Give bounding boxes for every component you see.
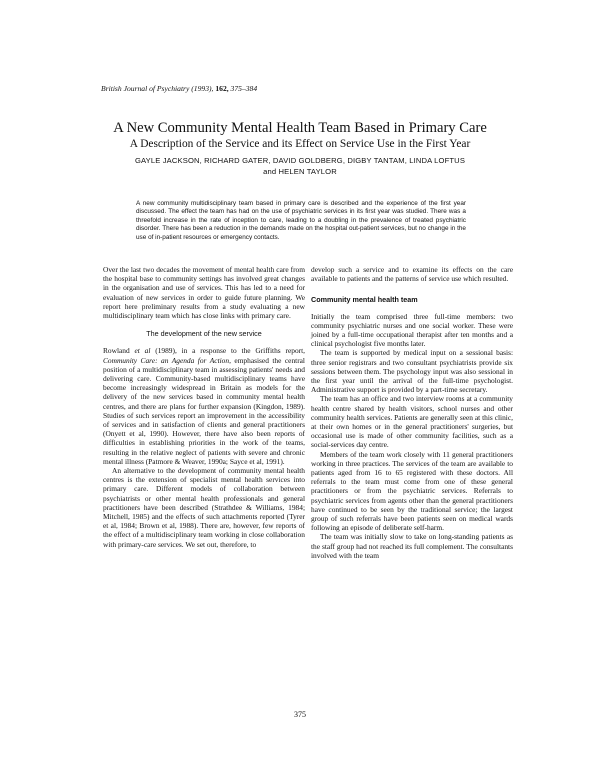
journal-name: British Journal of Psychiatry	[101, 84, 190, 93]
development-paragraph-2: An alternative to the development of community mental health centres is the extension of specialist mental health services into primary care. Different models of collaboration between psychiatrists or other mental health professionals and general practitioners have been described (Strathdee & Williams, 1984; Mitchell, 1985) and the effects of such attachments reported (Tyrer et al, 1984; Brown et al, 1988). There are, however, few reports of the effect of a multidisciplinary team working in close collaboration with primary-care services. We set out, therefore, to	[103, 466, 305, 549]
team-paragraph-4: Members of the team work closely with 11 general practitioners working in three practices. The services of the team are available to patients aged from 16 to 65 registered with these doctors. All referrals to the team must come from one of these general practitioners or from the psychiatric services. Referrals to psychiatric services from agents other than the general practitioners have continued to be seen by the traditional service; the largest group of such referrals have been patients seen on medical wards following an episode of deliberate self-harm.	[311, 449, 513, 533]
abstract: A new community multidisciplinary team based in primary care is described and the experience of the first year discussed. The effect the team has had on the use of psychiatric services in its first year was studied. There was a threefold increase in the rate of inception to care, leading to a doubling in the prevalence of treated psychiatric disorder. There has been a reduction in the demands made on the hospital out-patient services, but no change in the use of in-patient resources or emergency contacts.	[136, 200, 466, 241]
journal-volume: 162,	[215, 84, 229, 93]
journal-pages: 375–384	[230, 84, 258, 93]
team-paragraph-5: The team was initially slow to take on long-standing patients as the staff group had not reached its full complement. The consultants involved with the team	[311, 532, 513, 560]
continued-paragraph: develop such a service and to examine its effects on the care available to patients and the patterns of service use which resulted.	[311, 265, 513, 284]
team-paragraph-3: The team has an office and two interview rooms at a community health centre shared by health visitors, school nurses and other community health services. Patients are generally seen at this clinic, at their own homes or in the general practitioners' surgeries, but occasional use is made of other community facilities, such as a social-services day centre.	[311, 394, 513, 450]
author-list	[0, 156, 600, 177]
author-line-1: GAYLE JACKSON, RICHARD GATER, DAVID GOLDBERG, DIGBY TANTAM, LINDA LOFTUS	[134, 156, 466, 165]
journal-citation	[101, 84, 257, 93]
article-subtitle: A Description of the Service and its Effect on Service Use in the First Year	[129, 138, 471, 150]
article-title: A New Community Mental Health Team Based in Primary Care	[113, 120, 487, 136]
team-paragraph-1: Initially the team comprised three full-time members: two community psychiatric nurses and one social worker. These were joined by a full-time occupational therapist after ten months and a clinical psychologist five months later.	[311, 311, 513, 349]
left-column	[103, 265, 305, 549]
section-heading-development: The development of the new service	[146, 329, 262, 339]
text-run-italic: Community Care: an Agenda for Action	[103, 355, 230, 365]
text-run: , emphasised the central position of a multidisciplinary team in assessing patients' needs and delivering care. Community-based multidisciplinary teams have become increasingly widespread in Britain as models for the delivery of the new services based in community mental health centres, and there are plans for further expansion (Kingdon, 1989). Studies of such services report an improvement in the accessibility of services and in satisfaction of clients and general practitioners (Onyett et al, 1990). However, there have also been reports of difficulties in establishing priorities in the work of the teams, resulting in the relative neglect of patients with severe and chronic mental illness (Patmore & Weaver, 1990a; Sayce et al, 1991).	[103, 355, 305, 466]
text-run: (1989), in a response to the Griffiths report,	[150, 346, 305, 356]
text-run-italic: et al	[134, 346, 151, 356]
right-column	[311, 265, 513, 560]
team-paragraph-2: The team is supported by medical input on a sessional basis: three senior registrars and two consultant psychiatrists provide six sessions between them. The psychology input was also sessional in the first year until the arrival of the full-time psychologist. Administrative support is provided by a part-time secretary.	[311, 348, 513, 395]
intro-paragraph: Over the last two decades the movement of mental health care from the hospital base to community settings has involved great changes in the organisation and use of services. This has led to a need for evaluation of new services in order to guide future planning. We report here preliminary results from a study evaluating a new multidisciplinary team which has close links with primary care.	[103, 265, 305, 321]
author-line-2: and HELEN TAYLOR	[263, 166, 337, 176]
text-run: Rowland	[103, 346, 135, 356]
section-heading-team: Community mental health team	[311, 295, 418, 305]
journal-year: (1993),	[191, 84, 214, 93]
page-number: 375	[294, 710, 306, 719]
development-paragraph-1	[103, 346, 305, 466]
